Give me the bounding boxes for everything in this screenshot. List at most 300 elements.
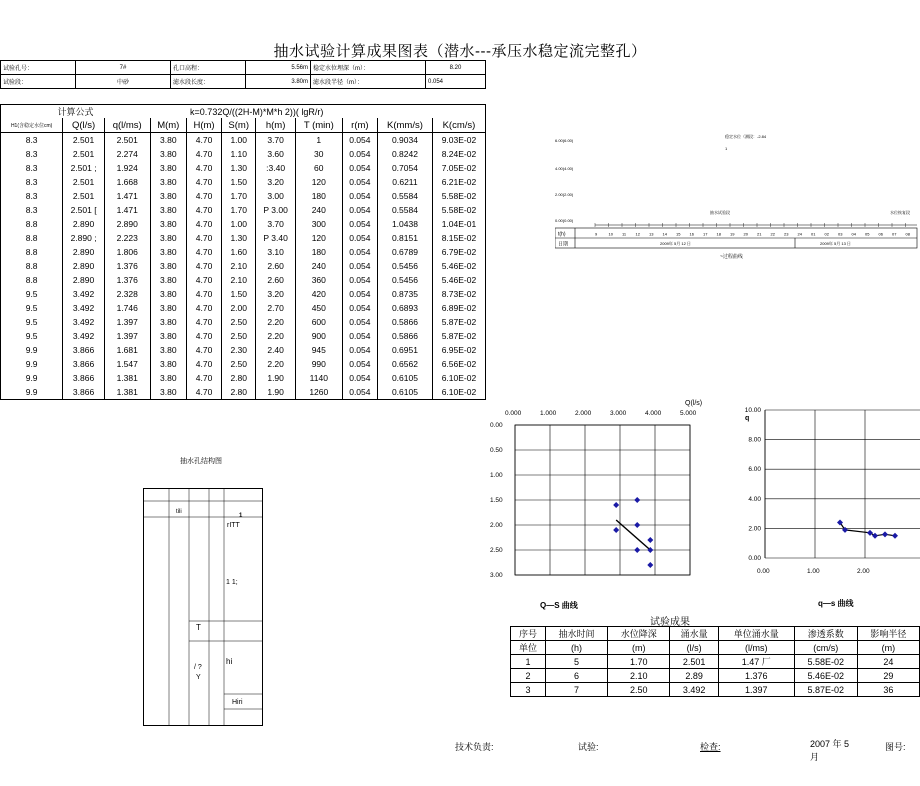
q-s-point (867, 530, 873, 536)
process-t-tick: 10 (608, 231, 613, 237)
table-cell: 8.8 (1, 245, 63, 259)
results-title: 试验成果 (650, 617, 690, 628)
table-cell: 4.70 (187, 273, 222, 287)
process-t-tick: 22 (770, 231, 775, 237)
table-cell: 3.80 (150, 203, 186, 217)
table-row (1, 315, 486, 329)
table-row (1, 343, 486, 357)
qs-xlabel: Q(l/s) (685, 400, 703, 407)
info-value: 0.054 (426, 75, 486, 89)
table-cell: 8.3 (1, 203, 63, 217)
process-t-tick: 23 (784, 231, 789, 237)
qs-point (613, 527, 619, 533)
results-cell: 2.501 (670, 655, 719, 669)
process-date: 2009年 5月 13 日 (820, 241, 851, 246)
q-s-chart (740, 400, 920, 615)
structure-drawing (144, 489, 262, 725)
table-cell: 3.80 (150, 287, 186, 301)
process-note: 稳定水位（测段：-2.84 (725, 134, 767, 139)
table-cell: 9.5 (1, 301, 63, 315)
table-cell: 0.6105 (378, 371, 433, 385)
table-cell: 0.054 (342, 301, 377, 315)
process-label: 0.00(0.00) (555, 218, 574, 223)
table-cell: 0.054 (342, 175, 377, 189)
page-title: 抽水试验计算成果图表（潜水---承压水稳定流完整孔） (273, 43, 647, 60)
table-cell: 4.70 (187, 287, 222, 301)
table-cell: 3.492 (63, 287, 105, 301)
table-cell: 3.80 (150, 385, 186, 400)
calc-table (0, 104, 486, 400)
table-cell: 1.0438 (378, 217, 433, 231)
table-cell: 1.806 (104, 245, 150, 259)
table-row (1, 231, 486, 245)
formula-label: 计算公式 (1, 105, 151, 119)
results-row (511, 683, 920, 697)
table-cell: 9.03E-02 (432, 133, 485, 148)
process-t-tick: 19 (730, 231, 735, 237)
info-value: 8.20 (426, 61, 486, 75)
results-cell: 2 (511, 669, 546, 683)
results-row (511, 669, 920, 683)
table-cell: 0.5456 (378, 273, 433, 287)
qs-x-tick: 3.000 (610, 410, 627, 417)
qs-point (613, 502, 619, 508)
process-t-tick: 21 (757, 231, 762, 237)
table-cell: 2.223 (104, 231, 150, 245)
table-cell: 1.471 (104, 203, 150, 217)
table-row (1, 175, 486, 189)
table-cell: 3.866 (63, 343, 105, 357)
table-cell: 0.054 (342, 147, 377, 161)
results-cell: 水位降深 (608, 627, 670, 641)
table-cell: P 3.40 (256, 231, 295, 245)
results-row (511, 627, 920, 641)
table-cell: 0.5584 (378, 203, 433, 217)
column-header: q(l/ms) (104, 118, 150, 133)
table-cell: 3.10 (256, 245, 295, 259)
table-cell: 0.6105 (378, 385, 433, 400)
table-cell: 3.866 (63, 371, 105, 385)
table-cell: 360 (295, 273, 342, 287)
info-value: 中砂 (76, 75, 171, 89)
table-cell: 6.10E-02 (432, 371, 485, 385)
table-cell: 1.50 (222, 175, 256, 189)
table-cell: 3.80 (150, 259, 186, 273)
well-structure-diagram (143, 488, 263, 726)
table-cell: 2.501 ; (63, 161, 105, 175)
column-header: Q(l/s) (63, 118, 105, 133)
svg-text:Hiri: Hiri (232, 699, 243, 706)
table-cell: 450 (295, 301, 342, 315)
table-cell: 8.24E-02 (432, 147, 485, 161)
table-cell: 1.04E-01 (432, 217, 485, 231)
table-cell: 2.10 (222, 259, 256, 273)
process-t-tick: 14 (662, 231, 667, 237)
table-cell: 2.890 (63, 217, 105, 231)
table-cell: 8.3 (1, 147, 63, 161)
process-t-tick: 18 (716, 231, 721, 237)
table-cell: 4.70 (187, 371, 222, 385)
table-cell: 2.10 (222, 273, 256, 287)
results-cell: 5 (545, 655, 607, 669)
table-cell: 4.70 (187, 357, 222, 371)
qs-fit-line (616, 520, 650, 550)
table-cell: 3.80 (150, 343, 186, 357)
table-cell: 0.9034 (378, 133, 433, 148)
table-cell: 1.397 (104, 315, 150, 329)
results-cell: 5.46E-02 (794, 669, 857, 683)
table-cell: 2.50 (222, 315, 256, 329)
table-cell: 2.80 (222, 385, 256, 400)
svg-text:hi: hi (226, 657, 233, 666)
table-cell: 6.56E-02 (432, 357, 485, 371)
table-cell: 3.492 (63, 301, 105, 315)
results-cell: 3.492 (670, 683, 719, 697)
results-cell: 序号 (511, 627, 546, 641)
sig-test: 试验: (578, 742, 599, 752)
svg-text:rITT: rITT (227, 522, 240, 529)
process-t-tick: 16 (689, 231, 694, 237)
table-cell: :3.40 (256, 161, 295, 175)
table-cell: 2.50 (222, 329, 256, 343)
results-cell: 涌水量 (670, 627, 719, 641)
process-t-tick: 9 (595, 231, 598, 237)
results-cell: 1.47 厂 (718, 655, 794, 669)
sig-figno: 图号: (885, 742, 906, 752)
table-cell: 9.5 (1, 315, 63, 329)
results-cell: 5.58E-02 (794, 655, 857, 669)
table-row (1, 245, 486, 259)
table-cell: 0.5866 (378, 329, 433, 343)
svg-text:Y: Y (196, 674, 201, 681)
table-cell: 1.30 (222, 161, 256, 175)
table-cell: 0.6562 (378, 357, 433, 371)
table-cell: 3.80 (150, 217, 186, 231)
table-cell: 8.8 (1, 273, 63, 287)
table-cell: 4.70 (187, 245, 222, 259)
results-cell: 1 (511, 655, 546, 669)
q-s-y-tick: 4.00 (748, 495, 761, 503)
table-cell: 4.70 (187, 329, 222, 343)
results-cell: 24 (857, 655, 919, 669)
process-row-date: 日期 (558, 241, 569, 248)
table-cell: 0.5584 (378, 189, 433, 203)
qs-x-tick: 4.000 (645, 410, 662, 417)
results-cell: (m) (857, 641, 919, 655)
table-cell: 2.501 (63, 133, 105, 148)
info-value: 5.56m (246, 61, 311, 75)
table-cell: 3.80 (150, 329, 186, 343)
table-cell: 0.054 (342, 273, 377, 287)
svg-text:1: 1 (239, 513, 243, 519)
results-table (510, 626, 920, 697)
table-cell: 180 (295, 189, 342, 203)
table-row (1, 357, 486, 371)
table-cell: 3.80 (150, 147, 186, 161)
q-s-point (872, 533, 878, 539)
table-cell: 6.10E-02 (432, 385, 485, 400)
table-cell: 120 (295, 175, 342, 189)
table-cell: 3.866 (63, 385, 105, 400)
table-cell: 1260 (295, 385, 342, 400)
qs-point (634, 547, 640, 553)
results-cell: 抽水时间 (545, 627, 607, 641)
table-row (1, 287, 486, 301)
info-value: 7# (76, 61, 171, 75)
table-cell: 0.8151 (378, 231, 433, 245)
table-cell: 60 (295, 161, 342, 175)
process-title: ~过程曲线 (720, 254, 743, 260)
table-row (1, 161, 486, 175)
process-t-tick: 04 (851, 231, 856, 237)
table-cell: 8.3 (1, 175, 63, 189)
info-label: 试验孔号： (1, 61, 76, 75)
info-label: 孔口高程： (171, 61, 246, 75)
results-cell: 29 (857, 669, 919, 683)
table-cell: 2.328 (104, 287, 150, 301)
table-cell: 6.79E-02 (432, 245, 485, 259)
table-cell: 2.60 (256, 273, 295, 287)
table-cell: 2.501 (63, 175, 105, 189)
table-cell: 2.40 (256, 343, 295, 357)
table-cell: 0.054 (342, 245, 377, 259)
table-cell: 0.054 (342, 385, 377, 400)
svg-text:/ ?: / ? (194, 664, 202, 671)
process-t-tick: 15 (676, 231, 681, 237)
table-row (1, 133, 486, 148)
table-row (1, 273, 486, 287)
results-cell: 单位涌水量 (718, 627, 794, 641)
results-cell: 3 (511, 683, 546, 697)
table-cell: 0.5866 (378, 315, 433, 329)
info-label: 稳定水位埋深（m）： (311, 61, 426, 75)
q-s-point (882, 531, 888, 537)
table-cell: 300 (295, 217, 342, 231)
process-t-tick: 24 (797, 231, 802, 237)
q-s-x-tick: 0.00 (757, 568, 770, 575)
qs-x-tick: 0.000 (505, 410, 522, 417)
sig-date: 2007 年 5 月 (810, 739, 850, 762)
table-cell: 0.054 (342, 133, 377, 148)
qs-y-tick: 0.00 (490, 422, 503, 429)
table-cell: 3.492 (63, 329, 105, 343)
process-t-tick: 06 (878, 231, 883, 237)
svg-text:1 1;: 1 1; (226, 579, 238, 586)
table-cell: 4.70 (187, 161, 222, 175)
column-header: H(m) (187, 118, 222, 133)
table-cell: 2.80 (222, 371, 256, 385)
table-cell: 3.80 (150, 315, 186, 329)
results-row (511, 641, 920, 655)
results-cell: 1.376 (718, 669, 794, 683)
structure-title: 抽水孔结构图 (180, 458, 222, 465)
table-cell: 1.00 (222, 133, 256, 148)
table-cell: 600 (295, 315, 342, 329)
table-row (1, 217, 486, 231)
results-cell: 1.70 (608, 655, 670, 669)
process-t-tick: 13 (649, 231, 654, 237)
table-cell: 2.890 (63, 259, 105, 273)
table-cell: 1.381 (104, 385, 150, 400)
table-cell: 4.70 (187, 217, 222, 231)
table-cell: 3.80 (150, 371, 186, 385)
qs-y-tick: 1.50 (490, 497, 503, 504)
table-cell: 2.890 (104, 217, 150, 231)
column-header: S(m) (222, 118, 256, 133)
table-cell: 1.471 (104, 189, 150, 203)
table-cell: 2.890 (63, 273, 105, 287)
table-cell: 8.3 (1, 133, 63, 148)
process-t-tick: 01 (811, 231, 816, 237)
results-cell: (l/s) (670, 641, 719, 655)
formula-text: k=0.732Q/((2H-M)*M*h 2))( lgR/r) (150, 105, 485, 119)
table-cell: 4.70 (187, 301, 222, 315)
table-cell: 5.87E-02 (432, 329, 485, 343)
results-cell: 渗透系数 (794, 627, 857, 641)
table-cell: 9.5 (1, 287, 63, 301)
results-cell: 6 (545, 669, 607, 683)
table-cell: 0.054 (342, 343, 377, 357)
qs-y-tick: 2.00 (490, 522, 503, 529)
table-cell: 1.90 (256, 385, 295, 400)
table-cell: 6.21E-02 (432, 175, 485, 189)
svg-text:tili: tili (176, 509, 182, 515)
table-header-row (1, 118, 486, 133)
process-legend-1: 抽水试验段 (710, 210, 730, 215)
table-cell: 1.60 (222, 245, 256, 259)
table-cell: 5.87E-02 (432, 315, 485, 329)
table-cell: 2.00 (222, 301, 256, 315)
table-cell: 4.70 (187, 385, 222, 400)
qs-x-tick: 2.000 (575, 410, 592, 417)
table-cell: 8.8 (1, 259, 63, 273)
table-cell: 6.95E-02 (432, 343, 485, 357)
table-row (1, 189, 486, 203)
table-cell: 0.054 (342, 287, 377, 301)
results-cell: 2.50 (608, 683, 670, 697)
table-cell: 2.20 (256, 315, 295, 329)
table-cell: 3.70 (256, 217, 295, 231)
table-cell: 1.376 (104, 273, 150, 287)
table-cell: 0.6893 (378, 301, 433, 315)
qs-chart (485, 395, 715, 615)
qs-point (634, 522, 640, 528)
table-cell: 1.10 (222, 147, 256, 161)
process-legend-2: 水位恢复段 (890, 210, 910, 215)
table-cell: 3.60 (256, 147, 295, 161)
table-cell: 1.397 (104, 329, 150, 343)
table-cell: 240 (295, 259, 342, 273)
info-value: 3.80m (246, 75, 311, 89)
table-cell: 420 (295, 287, 342, 301)
table-cell: 9.9 (1, 357, 63, 371)
qs-point (647, 562, 653, 568)
results-cell: (m) (608, 641, 670, 655)
table-row (1, 301, 486, 315)
table-cell: 2.890 (63, 245, 105, 259)
info-table (0, 60, 486, 89)
table-cell: 7.05E-02 (432, 161, 485, 175)
process-t-tick: 03 (838, 231, 843, 237)
info-label: 滤水段长度： (171, 75, 246, 89)
table-cell: 4.70 (187, 259, 222, 273)
table-cell: 0.054 (342, 357, 377, 371)
info-label: 滤水段半径（m）： (311, 75, 426, 89)
table-row (1, 203, 486, 217)
process-label: 4.00(4.00) (555, 166, 574, 171)
table-cell: 0.8735 (378, 287, 433, 301)
table-cell: 0.054 (342, 161, 377, 175)
results-cell: 5.87E-02 (794, 683, 857, 697)
table-cell: 1.70 (222, 203, 256, 217)
table-cell: 2.70 (256, 301, 295, 315)
table-cell: 240 (295, 203, 342, 217)
qs-y-tick: 3.00 (490, 572, 503, 579)
table-cell: 2.274 (104, 147, 150, 161)
table-cell: 0.5456 (378, 259, 433, 273)
table-cell: 5.46E-02 (432, 259, 485, 273)
results-cell: 2.10 (608, 669, 670, 683)
table-cell: 2.501 (63, 189, 105, 203)
table-cell: 5.46E-02 (432, 273, 485, 287)
process-t-tick: 02 (824, 231, 829, 237)
column-header: M(m) (150, 118, 186, 133)
table-cell: P 3.00 (256, 203, 295, 217)
column-header: h(m) (256, 118, 295, 133)
q-s-y-tick: 0.00 (748, 555, 761, 562)
process-t-tick: 20 (743, 231, 748, 237)
q-s-y-tick: 6.00 (748, 466, 761, 474)
table-cell: 1.547 (104, 357, 150, 371)
table-cell: 3.80 (150, 245, 186, 259)
process-row-t: t(h) (558, 231, 566, 238)
table-cell: 8.3 (1, 161, 63, 175)
q-s-x-tick: 2.00 (857, 568, 870, 575)
table-cell: 1.50 (222, 287, 256, 301)
table-cell: 8.73E-02 (432, 287, 485, 301)
results-cell: 1.397 (718, 683, 794, 697)
table-cell: 2.501 [ (63, 203, 105, 217)
table-cell: 3.20 (256, 175, 295, 189)
table-cell: 2.501 (63, 147, 105, 161)
table-cell: 1.30 (222, 231, 256, 245)
process-t-tick: 11 (622, 231, 627, 237)
table-cell: 0.6789 (378, 245, 433, 259)
table-cell: 2.30 (222, 343, 256, 357)
table-cell: 0.054 (342, 315, 377, 329)
table-row (1, 329, 486, 343)
qs-y-tick: 2.50 (490, 547, 503, 554)
q-s-x-tick: 1.00 (807, 568, 820, 575)
table-cell: 4.70 (187, 315, 222, 329)
table-cell: 8.15E-02 (432, 231, 485, 245)
table-cell: 2.50 (222, 357, 256, 371)
table-cell: 2.20 (256, 329, 295, 343)
table-cell: 3.20 (256, 287, 295, 301)
table-cell: 990 (295, 357, 342, 371)
table-cell: 1.924 (104, 161, 150, 175)
q-s-y-tick: 8.00 (748, 436, 761, 444)
table-cell: 0.054 (342, 329, 377, 343)
results-cell: (h) (545, 641, 607, 655)
table-cell: 180 (295, 245, 342, 259)
qs-x-tick: 5.000 (680, 410, 697, 417)
table-cell: 5.58E-02 (432, 189, 485, 203)
table-cell: 2.20 (256, 357, 295, 371)
table-cell: 9.9 (1, 343, 63, 357)
table-cell: 3.80 (150, 301, 186, 315)
process-curve-chart (555, 130, 920, 260)
